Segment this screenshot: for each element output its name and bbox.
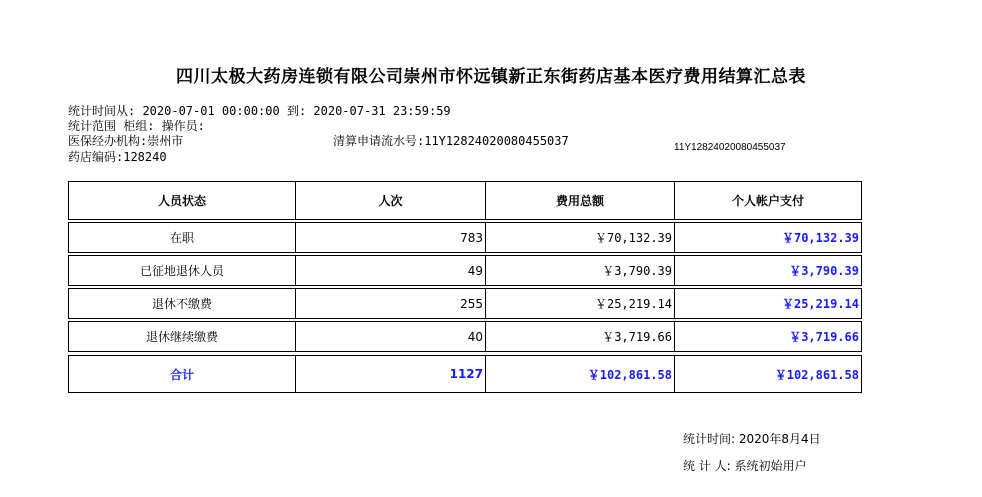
header-total: 费用总额 (486, 182, 675, 219)
agency-line: 医保经办机构:崇州市 (68, 134, 184, 148)
serial-line: 清算申请流水号:11Y12824020080455037 (333, 134, 569, 148)
row-total: ￥25,219.14 (486, 289, 675, 318)
summary-personal: ￥102,861.58 (774, 367, 859, 382)
row-count: 49 (296, 256, 486, 285)
row-status: 退休不缴费 (69, 289, 296, 318)
row-status: 已征地退休人员 (69, 256, 296, 285)
summary-label: 合计 (69, 356, 296, 392)
row-personal: ￥25,219.14 (781, 297, 859, 311)
report-title: 四川太极大药房连锁有限公司崇州市怀远镇新正东街药店基本医疗费用结算汇总表 (176, 67, 806, 87)
row-status: 退休继续缴费 (69, 322, 296, 351)
serial-side: 11Y12824020080455037 (674, 142, 786, 153)
header-personal: 个人帐户支付 (731, 194, 804, 208)
period-line: 统计时间从: 2020-07-01 00:00:00 到: 2020-07-31 23:59:59 (68, 104, 451, 118)
table-row (68, 255, 862, 286)
row-status: 在职 (69, 223, 296, 252)
row-total: ￥3,790.39 (486, 256, 675, 285)
table-row (68, 222, 862, 253)
row-personal: ￥3,719.66 (789, 330, 859, 344)
row-total: ￥3,719.66 (486, 322, 675, 351)
summary-row (68, 355, 862, 393)
summary-total: ￥102,861.58 (486, 356, 675, 392)
table-row (68, 321, 862, 352)
header-status: 人员状态 (69, 182, 296, 219)
stat-person: 统 计 人: 系统初始用户 (683, 459, 807, 473)
table-row (68, 288, 862, 319)
row-total: ￥70,132.39 (486, 223, 675, 252)
row-personal: ￥70,132.39 (781, 231, 859, 245)
summary-count: 1127 (296, 356, 486, 392)
stat-time: 统计时间: 2020年8月4日 (683, 432, 821, 446)
scope-line: 统计范围 柜组: 操作员: (68, 119, 205, 133)
store-code-line: 药店编码:128240 (68, 150, 167, 164)
row-count: 40 (296, 322, 486, 351)
table-header (68, 181, 862, 220)
row-personal: ￥3,790.39 (789, 264, 859, 278)
row-count: 783 (296, 223, 486, 252)
row-count: 255 (296, 289, 486, 318)
header-count: 人次 (296, 182, 486, 219)
